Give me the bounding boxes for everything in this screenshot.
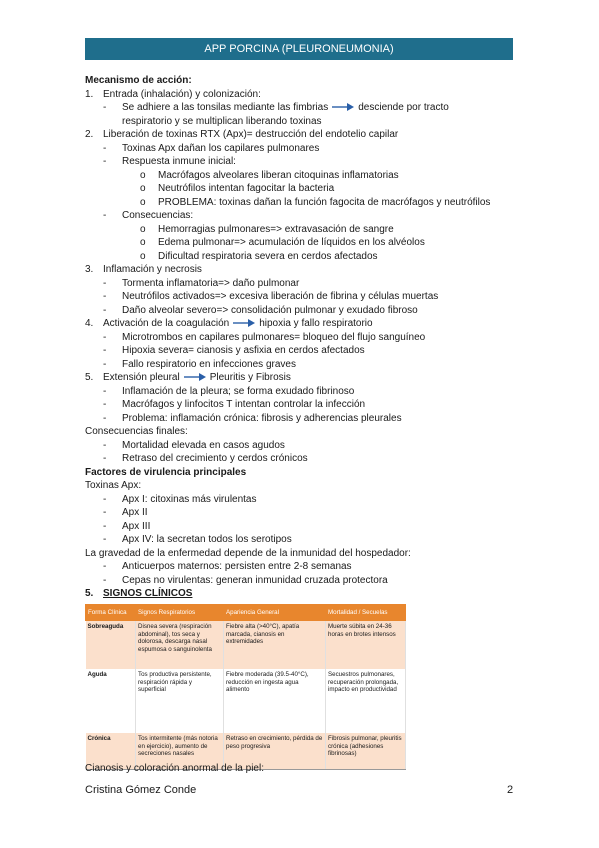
bullet-item: - Apx I: citoxinas más virulentas xyxy=(103,493,257,505)
clinical-signs-table xyxy=(85,604,406,770)
table-cell: Aguda xyxy=(86,669,136,733)
table-cell: Retraso en crecimiento, pérdida de peso progresiva xyxy=(224,733,326,770)
bullet-item: - Toxinas Apx dañan los capilares pulmonares xyxy=(103,142,320,154)
page-number: 2 xyxy=(507,784,514,796)
sub-bullet-item: o Edema pulmonar=> acumulación de líquidos en los alvéolos xyxy=(140,237,425,248)
bullet-item: - Cepas no virulentas: generan inmunidad cruzada protectora xyxy=(103,574,388,586)
bullet-item: - Respuesta inmune inicial: xyxy=(103,156,236,167)
page-header-bar xyxy=(85,38,513,60)
arrow-right-icon xyxy=(233,319,255,327)
arrow-right-icon xyxy=(332,103,354,111)
sub-bullet-item: o Dificultad respiratoria severa en cerdos afectados xyxy=(140,250,378,262)
table-cell: Muerte súbita en 24-36 horas en brotes intensos xyxy=(326,621,406,670)
table-cell: Crónica xyxy=(86,733,136,770)
table-cell: Secuestros pulmonares, recuperación prolongada, impacto en productividad xyxy=(326,669,406,733)
bullet-item: - Apx III xyxy=(103,520,151,532)
bullet-item: - Inflamación de la pleura; se forma exudado fibrinoso xyxy=(103,385,355,397)
table-cell: Tos productiva persistente, respiración rápida y superficial xyxy=(136,669,224,733)
mechanism-heading: Mecanismo de acción: xyxy=(85,75,192,86)
toxins-label: Toxinas Apx: xyxy=(85,480,142,491)
table-row xyxy=(86,621,406,670)
bullet-item: - Macrófagos y linfocitos T intentan controlar la infección xyxy=(103,399,366,410)
footer-author: Cristina Gómez Conde xyxy=(85,784,197,796)
column-header: Mortalidad / Secuelas xyxy=(326,605,406,621)
step-4: 4. Activación de la coagulación hipoxia y fallo respiratorio xyxy=(85,318,373,329)
severity-text: La gravedad de la enfermedad depende de la inmunidad del hospedador: xyxy=(85,547,411,559)
step-1: 1. Entrada (inhalación) y colonización: xyxy=(85,88,261,100)
section-signs-heading: 5. SIGNOS CLÍNICOS xyxy=(85,588,193,599)
column-header: Forma Clínica xyxy=(86,605,136,621)
document-title: APP PORCINA (PLEURONEUMONIA) xyxy=(204,43,394,55)
bullet-item: - Retraso del crecimiento y cerdos crónicos xyxy=(103,453,308,464)
table-cell: Fibrosis pulmonar, pleuritis crónica (adhesiones fibrinosas) xyxy=(326,733,406,770)
bullet-item: - Anticuerpos maternos: persisten entre 2-8 semanas xyxy=(103,561,352,572)
bullet-item: - Apx II xyxy=(103,507,148,518)
main-content xyxy=(85,74,525,601)
step-5: 5. Extensión pleural Pleuritis y Fibrosis xyxy=(85,372,291,383)
bullet-item: - Mortalidad elevada en casos agudos xyxy=(103,439,285,451)
table-cell: Fiebre alta (>40°C), apatía marcada, cianosis en extremidades xyxy=(224,621,326,670)
table-cell: Fiebre moderada (39.5-40°C), reducción en ingesta agua alimento xyxy=(224,669,326,733)
virulence-heading: Factores de virulencia principales xyxy=(85,466,247,478)
bullet-item: - Consecuencias: xyxy=(103,210,194,221)
bullet-item: - Fallo respiratorio en infecciones graves xyxy=(103,358,296,370)
bullet-item: - Neutrófilos activados=> excesiva liberación de fibrina y células muertas xyxy=(103,291,439,302)
bullet-continuation: respiratorio y se multiplican liberando toxinas xyxy=(122,115,322,127)
consequences-heading: Consecuencias finales: xyxy=(85,426,188,437)
bullet-item: - Problema: inflamación crónica: fibrosis y adherencias pleurales xyxy=(103,412,402,424)
bullet-item: - Microtrombos en capilares pulmonares= bloqueo del flujo sanguíneo xyxy=(103,331,426,343)
table-cell: Sobreaguda xyxy=(86,621,136,670)
arrow-right-icon xyxy=(184,373,206,381)
sub-bullet-item: o PROBLEMA: toxinas dañan la función fagocita de macrófagos y neutrófilos xyxy=(140,196,491,208)
table-header-row xyxy=(86,605,406,621)
table-row xyxy=(86,669,406,733)
table-cell: Disnea severa (respiración abdominal), tos seca y dolorosa, descarga nasal espumosa o sanguinolenta xyxy=(136,621,224,670)
sub-bullet-item: o Macrófagos alveolares liberan citoquinas inflamatorias xyxy=(140,169,399,181)
after-table-text: Cianosis y coloración anormal de la piel: xyxy=(85,763,264,774)
table-cell: Tos intermitente (más notoria en ejercicio), aumento de secreciones nasales xyxy=(136,733,224,770)
step-2: 2. Liberación de toxinas RTX (Apx)= destrucción del endotelio capilar xyxy=(85,129,399,140)
column-header: Signos Respiratorios xyxy=(136,605,224,621)
sub-bullet-item: o Neutrófilos intentan fagocitar la bacteria xyxy=(140,183,335,194)
bullet-item: - Hipoxia severa= cianosis y asfixia en cerdos afectados xyxy=(103,345,365,356)
sub-bullet-item: o Hemorragias pulmonares=> extravasación de sangre xyxy=(140,223,394,235)
bullet-item: - Daño alveolar severo=> consolidación pulmonar y exudado fibroso xyxy=(103,304,418,316)
bullet-item: - Se adhiere a las tonsilas mediante las fimbrias desciende por tracto xyxy=(103,102,449,113)
column-header: Apariencia General xyxy=(224,605,326,621)
bullet-item: - Apx IV: la secretan todos los serotipos xyxy=(103,534,292,545)
bullet-item: - Tormenta inflamatoria=> daño pulmonar xyxy=(103,277,300,289)
step-3: 3. Inflamación y necrosis xyxy=(85,264,202,275)
